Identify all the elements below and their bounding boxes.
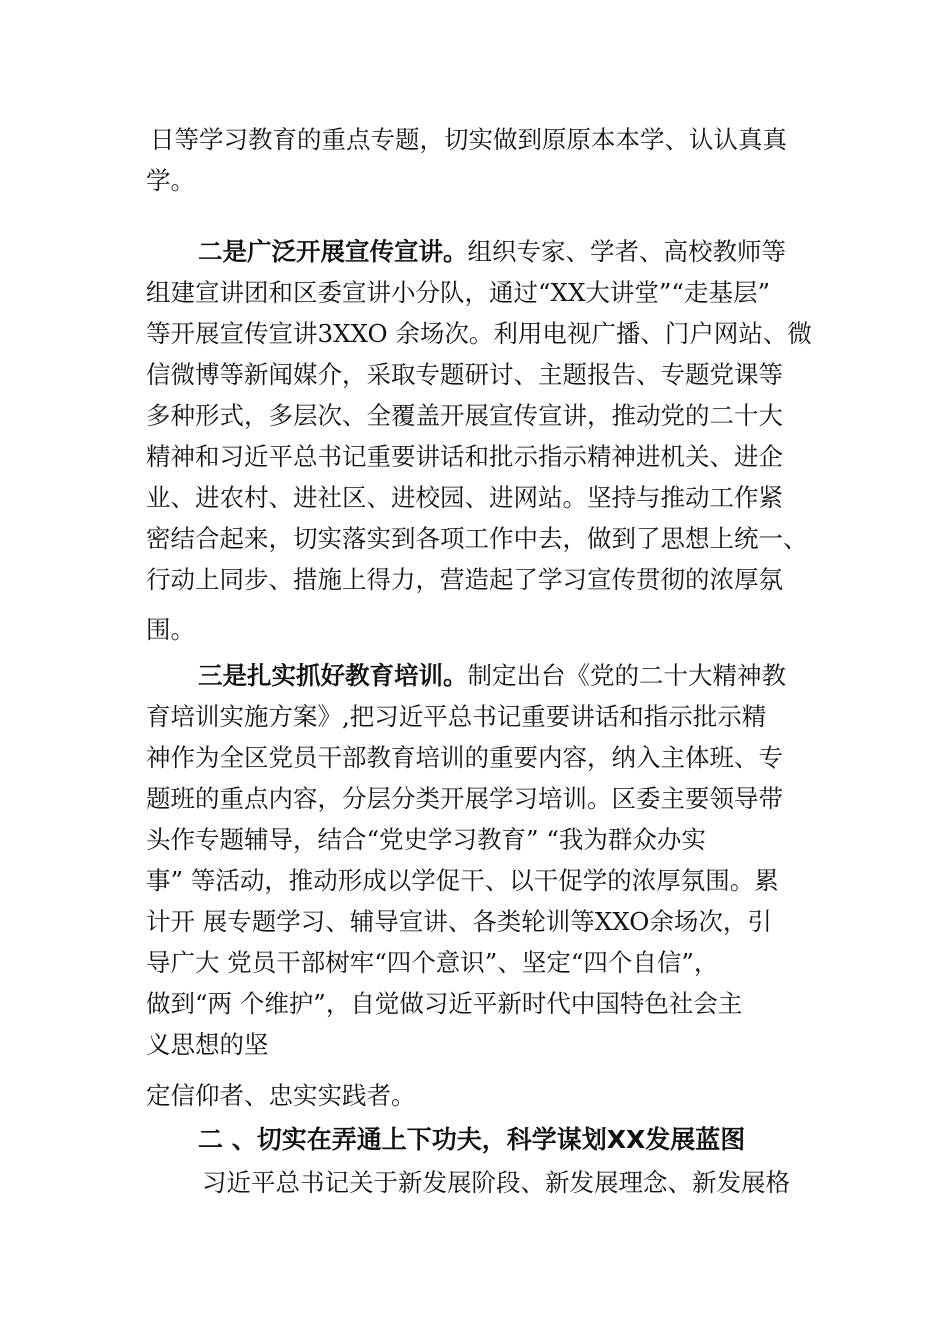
body-line: 等开展宣传宣讲3XXO 余场次。利用电视广播、门户网站、微 [146, 319, 812, 348]
body-line: 日等学习教育的重点专题，切实做到原原本本学、认认真真 [150, 125, 787, 154]
body-line: 育培训实施方案》,把习近平总书记重要讲话和指示批示精 [146, 702, 767, 731]
body-line: 事” 等活动，推动形成以学促干、以干促学的浓厚氛围。累 [146, 866, 779, 895]
paragraph-line [198, 660, 786, 692]
body-line: 学。 [146, 166, 195, 195]
body-line: 精神和习近平总书记重要讲话和批示指示精神进机关、进企 [146, 442, 783, 471]
section-heading: 二 、切实在弄通上下功夫，科学谋划XX发展蓝图 [198, 1125, 746, 1154]
body-line: 头作专题辅导，结合“党史学习教育” “我为群众办实 [146, 825, 706, 854]
body-line: 义思想的坚 [146, 1030, 269, 1059]
body-line: 组建宣讲团和区委宣讲小分队，通过“XX大讲堂”“走基层” [146, 278, 770, 307]
body-line: 信微博等新闻媒介，采取专题研讨、主题报告、专题党课等 [146, 360, 783, 389]
body-line: 定信仰者、忠实实践者。 [146, 1081, 416, 1110]
body-line: 习近平总书记关于新发展阶段、新发展理念、新发展格 [202, 1168, 790, 1197]
paragraph-lead: 二是广泛开展宣传宣讲。 [198, 237, 468, 266]
body-line: 多种形式，多层次、全覆盖开展宣传宣讲，推动党的二十大 [146, 401, 783, 430]
body-line: 行动上同步、措施上得力，营造起了学习宣传贯彻的浓厚氛 [146, 565, 783, 594]
paragraph-text: 组织专家、学者、高校教师等 [467, 237, 786, 266]
body-line: 导广大 党员干部树牢“四个意识”、坚定“四个自信”， [146, 948, 719, 977]
paragraph-lead: 三是扎实抓好教育培训。 [198, 661, 468, 690]
body-line: 题班的重点内容，分层分类开展学习培训。区委主要领导带 [146, 784, 783, 813]
paragraph-text: 制定出台《党的二十大精神教 [467, 661, 786, 690]
paragraph-line [198, 236, 786, 268]
body-line: 业、进农村、进社区、进校园、进网站。坚持与推动工作紧 [146, 483, 783, 512]
body-line: 计开 展专题学习、辅导宣讲、各类轮训等XXO余场次，引 [146, 907, 772, 936]
body-line: 密结合起来，切实落实到各项工作中去，做到了思想上统一、 [146, 524, 808, 553]
body-line: 做到“两 个维护”，自觉做习近平新时代中国特色社会主 [146, 989, 743, 1018]
body-line: 神作为全区党员干部教育培训的重要内容，纳入主体班、专 [146, 743, 783, 772]
body-line: 围。 [146, 615, 195, 644]
